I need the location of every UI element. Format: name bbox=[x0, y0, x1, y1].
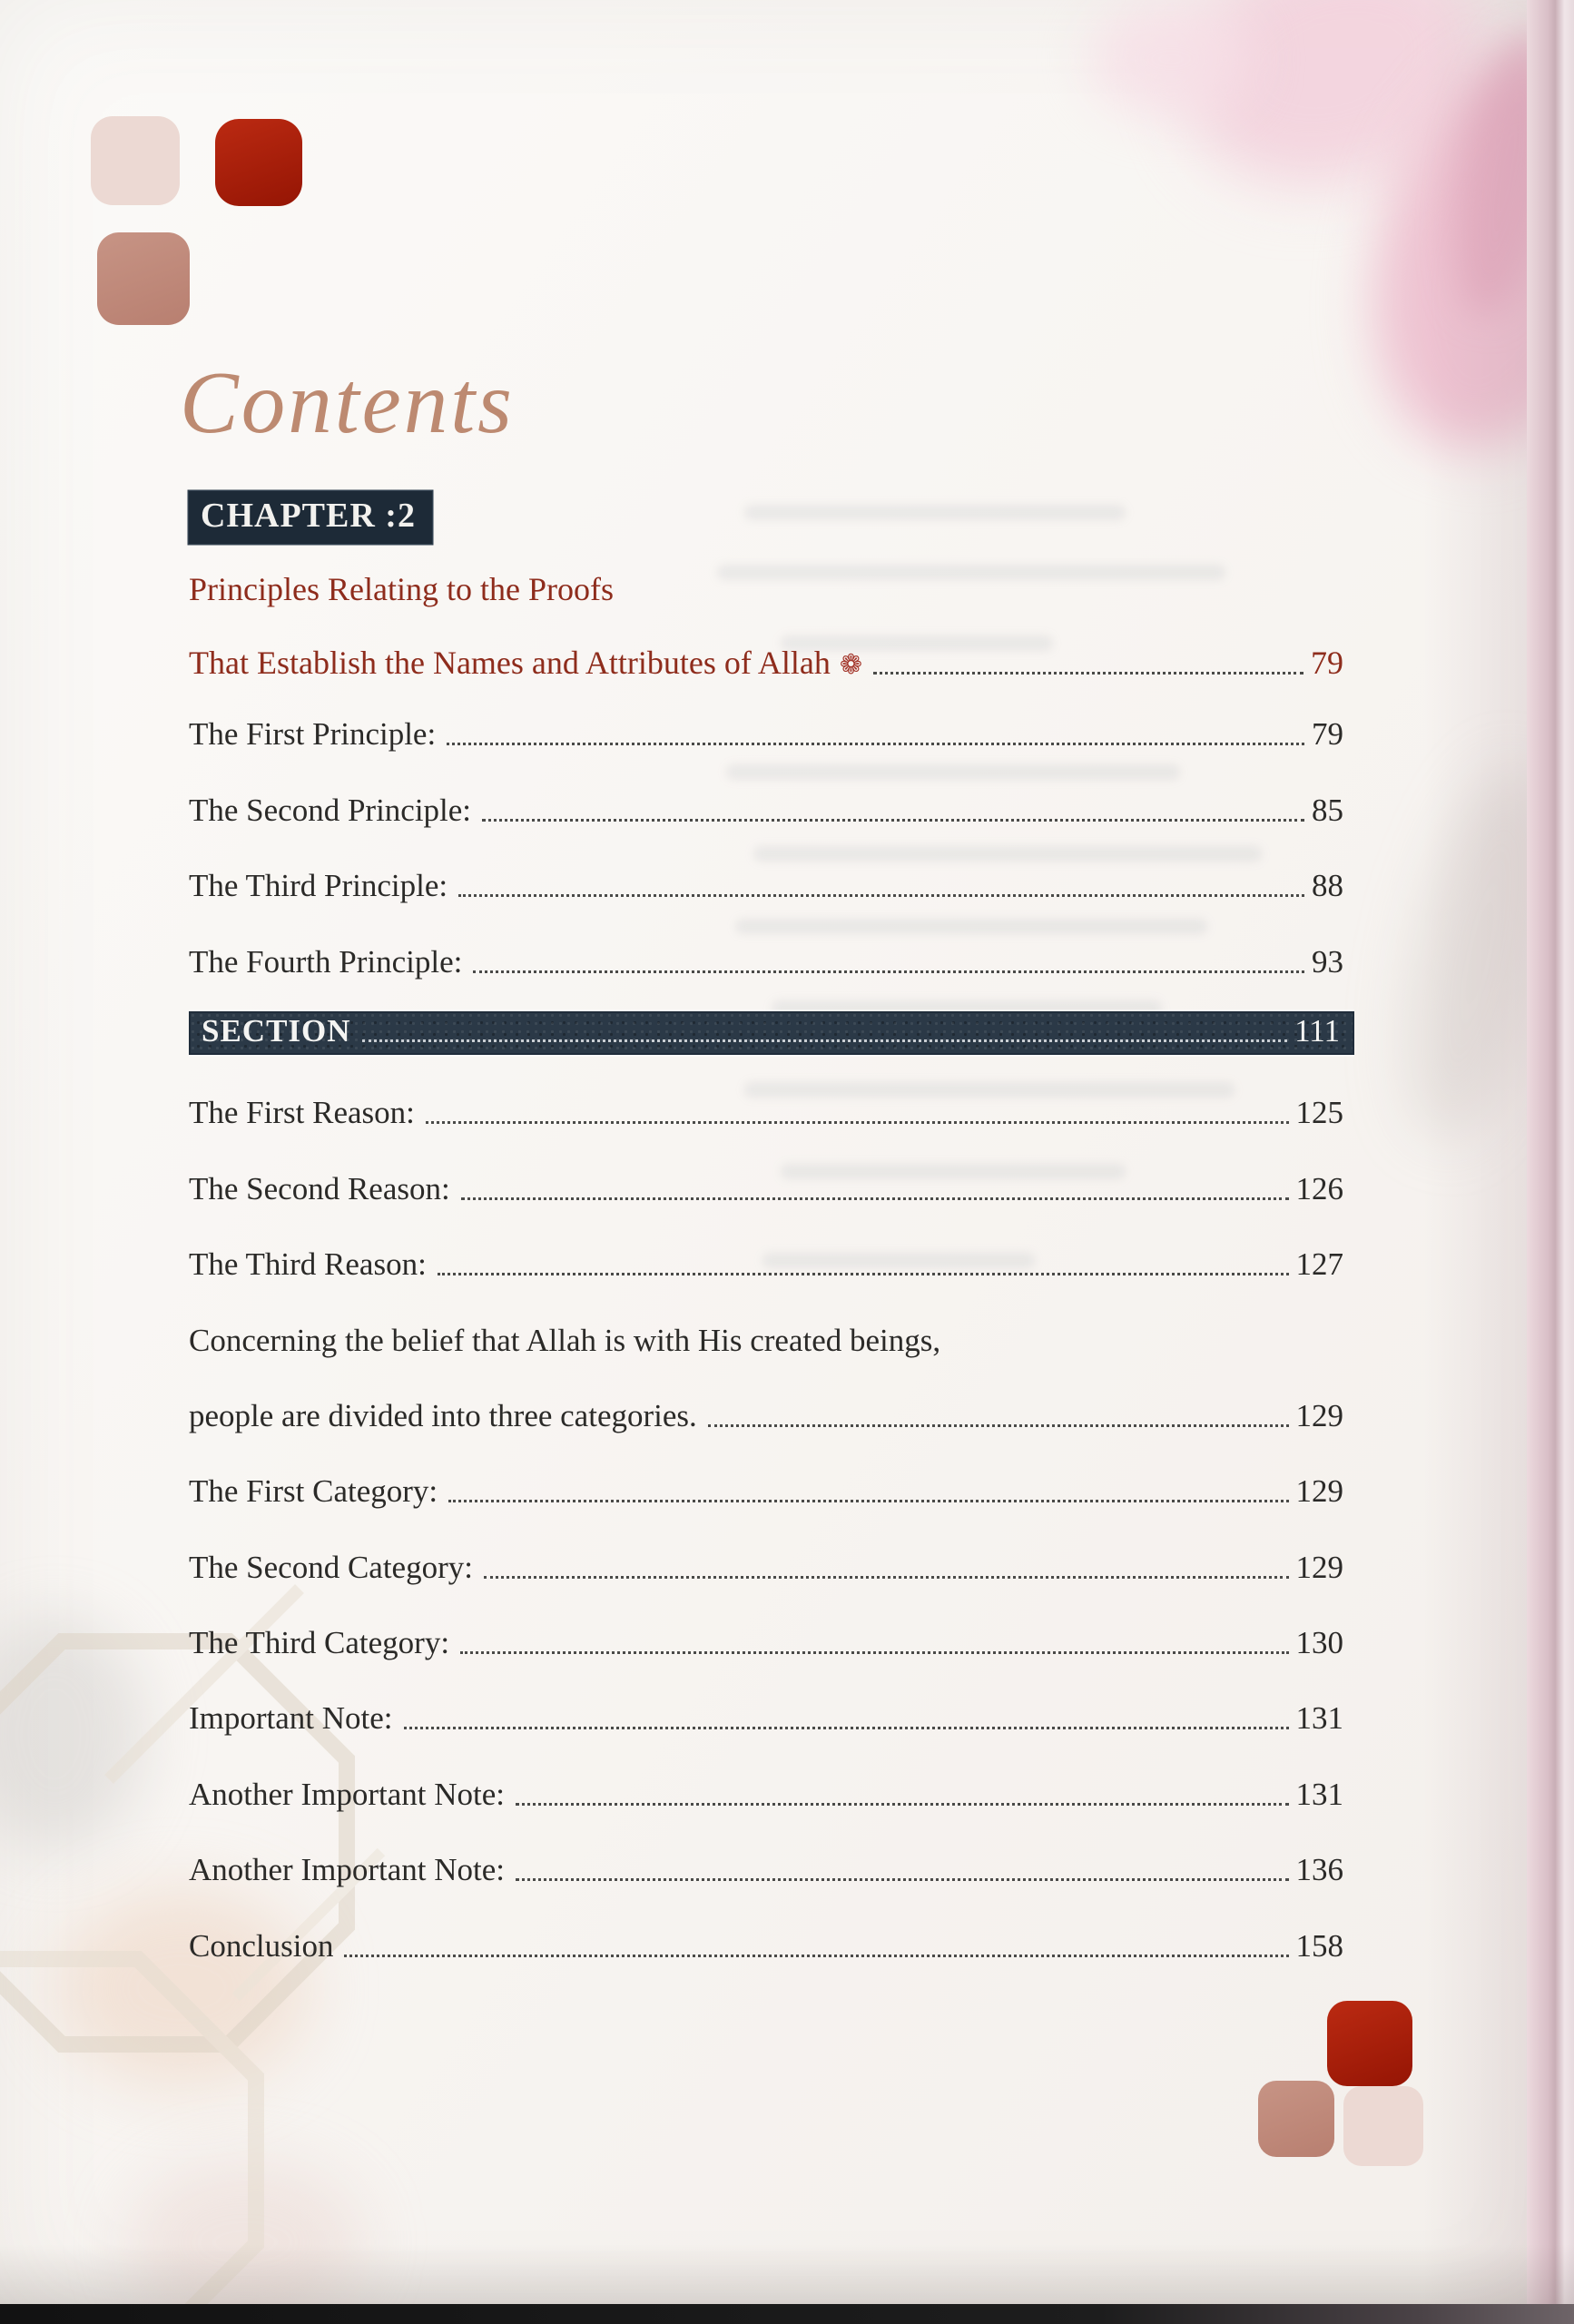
toc-entry-third-principle bbox=[189, 844, 1343, 920]
toc-entry-page: 79 bbox=[1312, 716, 1343, 753]
dotted-leader bbox=[426, 1121, 1289, 1124]
section-bar-row bbox=[189, 996, 1354, 1071]
section-bar-label: SECTION bbox=[202, 1013, 351, 1049]
toc-entry-another-important-note-1 bbox=[189, 1752, 1343, 1827]
toc-entry-third-reason bbox=[189, 1223, 1343, 1298]
toc-entry-label: The Third Category: bbox=[189, 1625, 450, 1661]
toc-entry-page: 126 bbox=[1295, 1170, 1343, 1206]
dotted-leader bbox=[516, 1803, 1289, 1806]
toc-entry-page: 127 bbox=[1295, 1246, 1343, 1283]
toc-entry-label: The First Principle: bbox=[189, 716, 437, 753]
chapter-badge: CHAPTER :2 bbox=[189, 491, 432, 544]
toc-entry-label: The First Reason: bbox=[189, 1095, 415, 1131]
toc-entry-page: 129 bbox=[1295, 1473, 1343, 1510]
toc-entry-label: The Second Principle: bbox=[189, 792, 472, 828]
contents-title: Contents bbox=[180, 354, 515, 451]
deco-square-pink-bottom bbox=[1343, 2086, 1423, 2166]
dotted-leader bbox=[404, 1727, 1289, 1729]
toc-entry-second-principle bbox=[189, 768, 1343, 843]
chapter-heading-page: 79 bbox=[1311, 645, 1343, 681]
toc-entry-first-reason bbox=[189, 1071, 1343, 1147]
page-bottom-strip bbox=[0, 2304, 1574, 2324]
dotted-leader bbox=[516, 1878, 1289, 1881]
dotted-leader bbox=[344, 1955, 1288, 1957]
deco-square-rose-top bbox=[97, 232, 190, 325]
dotted-leader bbox=[484, 1576, 1289, 1579]
section-bar bbox=[189, 1011, 1354, 1055]
toc-entry-label: The Third Reason: bbox=[189, 1246, 427, 1283]
deco-square-red-bottom bbox=[1327, 2001, 1412, 2086]
toc-entry-page: 129 bbox=[1295, 1397, 1343, 1433]
dotted-leader bbox=[460, 1651, 1288, 1654]
dotted-leader bbox=[482, 819, 1304, 822]
toc-entry-belief-line2 bbox=[189, 1374, 1343, 1450]
deco-square-red-top bbox=[215, 119, 302, 206]
toc-entry-page: 88 bbox=[1312, 868, 1343, 904]
toc-entry-important-note bbox=[189, 1677, 1343, 1752]
toc-entry-label: The Third Principle: bbox=[189, 868, 448, 904]
toc-entry-label: The Second Category: bbox=[189, 1549, 473, 1585]
dotted-leader bbox=[362, 1039, 1288, 1042]
page-edge-shadow bbox=[1423, 0, 1532, 2324]
toc-entry-page: 85 bbox=[1312, 792, 1343, 828]
toc-entry-label: Important Note: bbox=[189, 1700, 393, 1737]
toc-entry-label: Conclusion bbox=[189, 1927, 334, 1964]
toc-entry-fourth-principle bbox=[189, 920, 1343, 995]
toc-entry-first-category bbox=[189, 1450, 1343, 1525]
dotted-leader bbox=[447, 743, 1304, 745]
deco-square-pink-top bbox=[91, 116, 180, 205]
toc-entry-page: 125 bbox=[1295, 1095, 1343, 1131]
section-bar-page: 111 bbox=[1294, 1013, 1340, 1049]
toc-entry-page: 130 bbox=[1295, 1625, 1343, 1661]
chapter-heading-line2: That Establish the Names and Attributes of Allah bbox=[189, 645, 831, 681]
toc-list bbox=[189, 693, 1343, 1980]
toc-entry-label: The Second Reason: bbox=[189, 1170, 450, 1206]
toc-entry-page: 158 bbox=[1295, 1927, 1343, 1964]
toc-entry-second-category bbox=[189, 1525, 1343, 1600]
toc-entry-first-principle bbox=[189, 693, 1343, 768]
toc-entry-page: 129 bbox=[1295, 1549, 1343, 1585]
page-bottom-fade bbox=[0, 2244, 1574, 2308]
allah-honorific-icon: ❁ bbox=[839, 649, 863, 681]
toc-entry-conclusion bbox=[189, 1904, 1343, 1979]
dotted-leader bbox=[461, 1197, 1289, 1200]
toc-entry-page: 136 bbox=[1295, 1852, 1343, 1888]
toc-entry-label: people are divided into three categories. bbox=[189, 1397, 697, 1433]
toc-entry-second-reason bbox=[189, 1147, 1343, 1222]
chapter-heading-line2-row bbox=[189, 626, 1343, 679]
toc-entry-third-category bbox=[189, 1601, 1343, 1677]
toc-entry-page: 93 bbox=[1312, 943, 1343, 980]
dotted-leader bbox=[448, 1500, 1288, 1502]
dotted-leader bbox=[473, 970, 1304, 973]
toc-entry-label: The First Category: bbox=[189, 1473, 438, 1510]
deco-square-rose-bottom bbox=[1258, 2081, 1334, 2157]
toc-entry-another-important-note-2 bbox=[189, 1828, 1343, 1904]
chapter-heading-line1: Principles Relating to the Proofs bbox=[189, 571, 614, 607]
dotted-leader bbox=[458, 894, 1304, 897]
dotted-leader bbox=[708, 1424, 1289, 1427]
page-edge bbox=[1527, 0, 1574, 2324]
toc-entry-label: Concerning the belief that Allah is with His created beings, bbox=[189, 1322, 941, 1358]
toc-entry-label: Another Important Note: bbox=[189, 1776, 505, 1812]
dotted-leader bbox=[438, 1273, 1289, 1275]
toc-entry-page: 131 bbox=[1295, 1776, 1343, 1812]
toc-entry-belief-line1 bbox=[189, 1298, 1343, 1374]
dotted-leader bbox=[873, 672, 1303, 675]
toc-entry-label: The Fourth Principle: bbox=[189, 943, 463, 980]
floral-blob bbox=[1089, 0, 1253, 118]
toc-entry-page: 131 bbox=[1295, 1700, 1343, 1737]
toc-entry-label: Another Important Note: bbox=[189, 1852, 505, 1888]
